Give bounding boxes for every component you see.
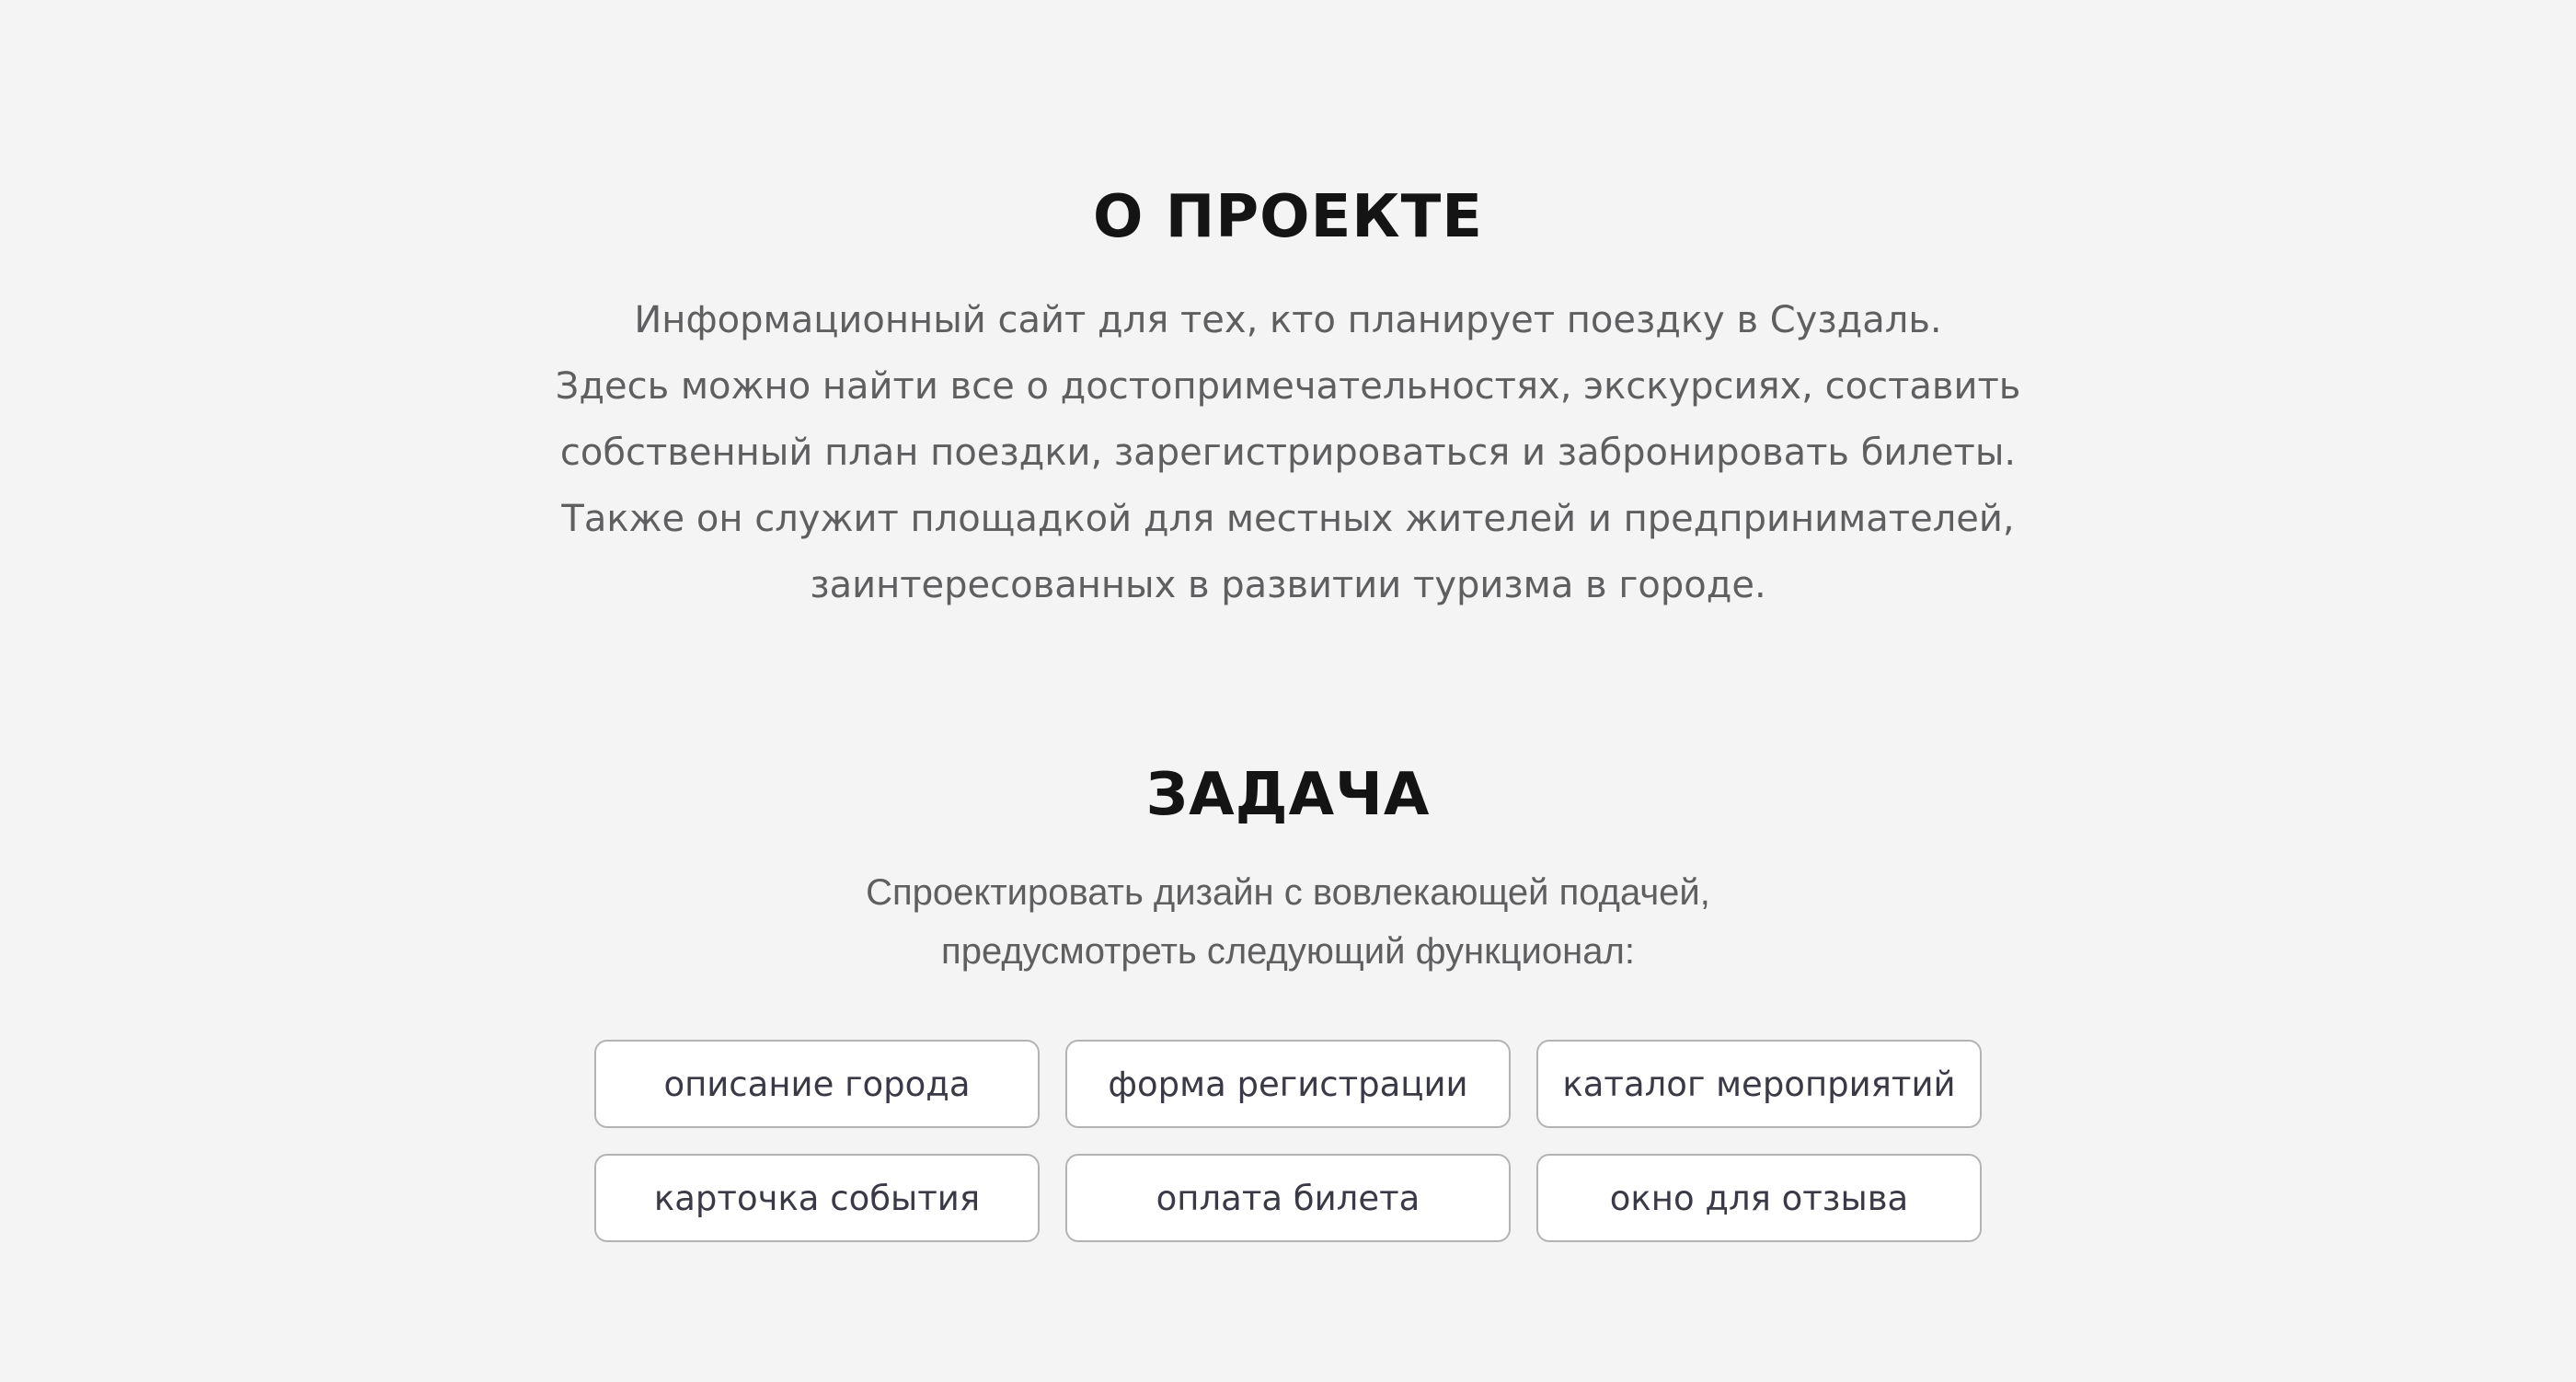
feature-chip-ticket-payment: оплата билета [1065,1154,1511,1242]
about-description-line: Здесь можно найти все о достопримечательностях, экскурсиях, составить [555,365,2021,408]
task-description [644,863,1932,981]
feature-chip-city-description: описание города [594,1040,1040,1128]
about-description [552,287,2024,618]
task-section-title: ЗАДАЧА [1145,761,1431,829]
feature-chip-review-window: окно для отзыва [1536,1154,1982,1242]
about-description-line: собственный план поездки, зарегистрироваться и забронировать билеты. [559,432,2017,474]
feature-chip-events-catalog: каталог мероприятий [1536,1040,1982,1128]
about-description-line: заинтересованных в развитии туризма в городе. [810,564,1766,606]
feature-chip-event-card: карточка события [594,1154,1040,1242]
about-description-line: Также он служит площадкой для местных жителей и предпринимателей, [561,498,2015,540]
feature-chip-grid [594,1040,1982,1242]
about-description-line: Информационный сайт для тех, кто планирует поездку в Суздаль. [634,299,1942,341]
about-section-title: О ПРОЕКТЕ [1093,183,1483,251]
task-description-line: предусмотреть следующий функционал: [941,931,1635,972]
task-description-line: Спроектировать дизайн с вовлекающей подачей, [866,872,1710,913]
feature-chip-registration-form: форма регистрации [1065,1040,1511,1128]
